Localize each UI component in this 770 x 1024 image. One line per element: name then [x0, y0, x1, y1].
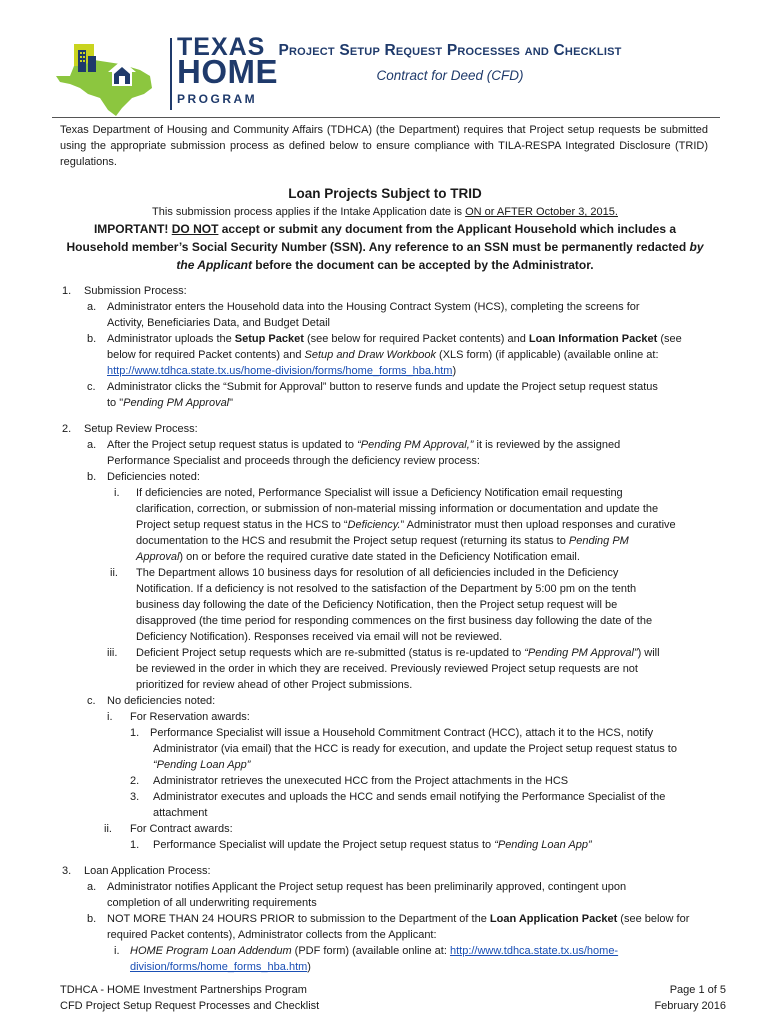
list-marker: 2.: [130, 775, 140, 787]
list-text: Administrator (via email) that the HCC is ready for execution, and update the Project setup request status to: [153, 743, 677, 755]
list-item: [0, 395, 770, 411]
list-marker: ii.: [104, 823, 112, 835]
text-run: Administrator uploads the: [107, 333, 235, 345]
document-title: Project Setup Request Processes and Checklist: [278, 42, 622, 59]
list-item: [0, 725, 770, 741]
important-text-end: before the document can be accepted by the Administrator.: [251, 258, 594, 272]
list-marker: ii.: [110, 567, 118, 579]
text-run: Approval: [136, 551, 180, 563]
document-subtitle: Contract for Deed (CFD): [376, 68, 524, 83]
list-item: [0, 709, 770, 725]
text-run: ” Administrator must then upload responses and curative: [400, 519, 676, 531]
texas-home-program-logo: [52, 33, 278, 116]
list-text: Administrator notifies Applicant the Project setup request has been preliminarily approved, contingent upon: [107, 881, 627, 893]
list-item: [0, 453, 770, 469]
list-text: [130, 943, 618, 959]
text-run: Loan Application Packet: [489, 913, 618, 925]
list-item: [0, 517, 770, 533]
list-item: [0, 789, 770, 805]
list-item: [0, 645, 770, 661]
logo-program: PROGRAM: [177, 92, 258, 106]
list-text: [107, 363, 456, 379]
list-text: Deficiency Notification). Responses received via email will not be reviewed.: [136, 631, 503, 643]
list-text: attachment: [153, 807, 208, 819]
list-item: [0, 629, 770, 645]
text-run: Performance Specialist will update the Project setup request status to: [153, 839, 495, 851]
list-text: Deficiencies noted:: [107, 471, 200, 483]
intro-paragraph: Texas Department of Housing and Community Affairs (TDHCA) (the Department) requires that Project setup requests be submitted using the appropriate submission process as defined below to ensure compliance with TILA-RESPA Integrated Disclosure (TRID) regulations.: [60, 124, 708, 168]
list-marker: i.: [114, 487, 120, 499]
list-text: [136, 549, 580, 565]
list-text: completion of all underwriting requirements: [107, 897, 317, 909]
list-number: 3.: [62, 865, 72, 877]
logo-divider: [170, 38, 172, 110]
list-marker: i.: [114, 945, 120, 957]
list-heading: Loan Application Process:: [84, 865, 211, 877]
list-item: [0, 821, 770, 837]
list-text: “Pending Loan App”: [153, 759, 251, 771]
text-run: ": [229, 397, 234, 409]
list-marker: iii.: [107, 647, 118, 659]
list-marker: i.: [107, 711, 113, 723]
list-marker: a.: [87, 881, 97, 893]
header-divider: [52, 117, 720, 118]
footer-program: TDHCA - HOME Investment Partnerships Program: [60, 984, 307, 996]
text-run: (PDF form) (available online at:: [291, 945, 450, 957]
list-item: [0, 943, 770, 959]
section-title: Loan Projects Subject to TRID: [288, 186, 482, 201]
list-text: For Contract awards:: [130, 823, 233, 835]
list-marker: a.: [87, 301, 97, 313]
list-text: Administrator clicks the “Submit for Approval” button to reserve funds and update the Project setup request status: [107, 381, 658, 393]
list-item: [0, 283, 770, 299]
loan-addendum-link-cont[interactable]: division/forms/home_forms_hba.htm: [130, 961, 308, 973]
list-text: disapproved (the time period for responding commences on the first business day following the date of the: [136, 615, 653, 627]
list-text: [107, 395, 233, 411]
list-item: [0, 805, 770, 821]
list-marker: c.: [87, 381, 96, 393]
list-text: Activity, Beneficiaries Data, and Budget Detail: [107, 317, 330, 329]
text-run: Pending PM Approval: [123, 397, 230, 409]
text-run: (see below for: [617, 913, 690, 925]
list-text: prioritized for review ahead of other Project submissions.: [136, 679, 413, 691]
list-item: [0, 315, 770, 331]
list-text: clarification, correction, or submission of non-material missing information or documentation and update the: [136, 503, 659, 515]
text-run: Deficient Project setup requests which are re-submitted (status is re-updated to: [136, 647, 525, 659]
list-item: [0, 581, 770, 597]
list-item: [0, 331, 770, 347]
text-run: “Pending PM Approval”: [524, 647, 638, 659]
text-run: (XLS form) (if applicable) (available online at:: [435, 349, 659, 361]
list-item: [0, 773, 770, 789]
list-number: 2.: [62, 423, 72, 435]
important-by-applicant: by the Applicant: [176, 240, 704, 272]
list-item: [0, 597, 770, 613]
list-text: Performance Specialist will issue a Household Commitment Contract (HCC), attach it to the HCS, notify: [150, 727, 654, 739]
list-item: [0, 421, 770, 437]
text-run: (see below for required Packet contents) and: [303, 333, 529, 345]
list-number: 1.: [62, 285, 72, 297]
list-item: [0, 863, 770, 879]
logo-home: HOME: [177, 53, 278, 90]
list-item: [0, 741, 770, 757]
list-text: No deficiencies noted:: [107, 695, 216, 707]
footer-date: February 2016: [654, 1000, 726, 1012]
list-text: [153, 837, 592, 853]
applies-text: This submission process applies if the Intake Application date is: [152, 206, 466, 218]
texas-map-icon: [52, 36, 170, 116]
footer-right: [654, 982, 726, 1014]
list-item: [0, 363, 770, 379]
important-do-not: DO NOT: [171, 222, 219, 236]
applies-date: ON or AFTER October 3, 2015.: [465, 206, 618, 218]
list-item: [0, 379, 770, 395]
logo-texas: TEXAS: [177, 33, 266, 61]
list-item: [0, 911, 770, 927]
document-header: [230, 42, 670, 83]
text-run: After the Project setup request status is updated to: [107, 439, 358, 451]
list-item: [0, 299, 770, 315]
list-text: [107, 911, 689, 927]
text-run: HOME Program Loan Addendum: [130, 945, 292, 957]
text-run: Setup and Draw Workbook: [304, 349, 436, 361]
list-text: [136, 533, 629, 549]
list-marker: c.: [87, 695, 96, 707]
text-run: Setup Packet: [234, 333, 304, 345]
list-text: required Packet contents), Administrator collects from the Applicant:: [107, 929, 437, 941]
text-run: NOT MORE THAN 24 HOURS PRIOR to submission to the Department of the: [107, 913, 490, 925]
list-marker: a.: [87, 439, 97, 451]
list-text: For Reservation awards:: [130, 711, 250, 723]
hba-forms-link[interactable]: http://www.tdhca.state.tx.us/home-division/forms/home_forms_hba.htm: [107, 365, 453, 377]
text-run: below for required Packet contents) and: [107, 349, 305, 361]
list-marker: 3.: [130, 791, 140, 803]
list-text: [107, 331, 682, 347]
text-run: ): [452, 365, 457, 377]
list-text: Performance Specialist and proceeds through the deficiency review process:: [107, 455, 480, 467]
list-text: [136, 517, 676, 533]
list-item: [0, 565, 770, 581]
list-text: [107, 437, 620, 453]
list-marker: 1.: [130, 727, 140, 739]
text-run: to ": [107, 397, 124, 409]
list-item: [0, 613, 770, 629]
list-text: If deficiencies are noted, Performance Specialist will issue a Deficiency Notification email requesting: [136, 487, 623, 499]
list-heading: Submission Process:: [84, 285, 187, 297]
loan-addendum-link[interactable]: http://www.tdhca.state.tx.us/home-: [449, 945, 619, 957]
list-marker: b.: [87, 913, 97, 925]
text-run: “Pending PM Approval,”: [357, 439, 474, 451]
list-text: [136, 645, 660, 661]
list-text: be reviewed in the order in which they are received. Previously reviewed Project setup requests are not: [136, 663, 638, 675]
list-item: [0, 533, 770, 549]
text-run: ) on or before the required curative date stated in the Deficiency Notification email.: [179, 551, 580, 563]
list-item: [0, 895, 770, 911]
list-text: business day following the date of the Deficiency Notification, then the Project setup request will be: [136, 599, 618, 611]
list-text: Administrator retrieves the unexecuted HCC from the Project attachments in the HCS: [153, 775, 569, 787]
important-label: IMPORTANT!: [93, 222, 172, 236]
list-item: [0, 959, 770, 975]
list-text: Notification. If a deficiency is not resolved to the satisfaction of the Department by 5:00 pm on the tenth: [136, 583, 637, 595]
text-run: Pending PM: [568, 535, 629, 547]
list-item: [0, 485, 770, 501]
list-text: [107, 347, 659, 363]
list-text: The Department allows 10 business days for resolution of all deficiencies included in the Deficiency: [136, 567, 619, 579]
text-run: Project setup request status in the HCS to “: [136, 519, 348, 531]
text-run: “Pending Loan App”: [494, 839, 592, 851]
text-run: documentation to the HCS and resubmit the Project setup request (returning its status to: [136, 535, 569, 547]
list-item: [0, 549, 770, 565]
list-item: [0, 837, 770, 853]
page-number: Page 1 of 5: [669, 984, 726, 996]
footer-doc-name: CFD Project Setup Request Processes and Checklist: [60, 1000, 320, 1012]
text-run: ): [307, 961, 311, 973]
list-heading: Setup Review Process:: [84, 423, 198, 435]
list-item: [0, 927, 770, 943]
list-item: [0, 469, 770, 485]
list-marker: b.: [87, 471, 97, 483]
important-notice: [66, 220, 704, 274]
list-item: [0, 437, 770, 453]
text-run: ) will: [637, 647, 660, 659]
list-text: Administrator enters the Household data into the Housing Contract System (HCS), completing the screens for: [107, 301, 640, 313]
list-item: [0, 501, 770, 517]
list-item: [0, 677, 770, 693]
list-item: [0, 757, 770, 773]
text-run: (see: [657, 333, 682, 345]
text-run: Loan Information Packet: [528, 333, 658, 345]
footer-left: [60, 982, 319, 1014]
list-item: [0, 347, 770, 363]
list-marker: b.: [87, 333, 97, 345]
important-text: accept or submit any document from the Applicant Household which includes a Household member’s Social Security Number (SSN). Any reference to an SSN must be permanently redacted: [66, 222, 690, 254]
document-body: [0, 283, 770, 975]
text-run: Deficiency.: [347, 519, 401, 531]
list-item: [0, 879, 770, 895]
list-text: [130, 959, 311, 975]
list-item: [0, 661, 770, 677]
list-item: [0, 693, 770, 709]
list-marker: 1.: [130, 839, 140, 851]
applies-statement: [0, 206, 770, 218]
text-run: it is reviewed by the assigned: [473, 439, 621, 451]
list-text: Administrator executes and uploads the HCC and sends email notifying the Performance Specialist of the: [153, 791, 666, 803]
